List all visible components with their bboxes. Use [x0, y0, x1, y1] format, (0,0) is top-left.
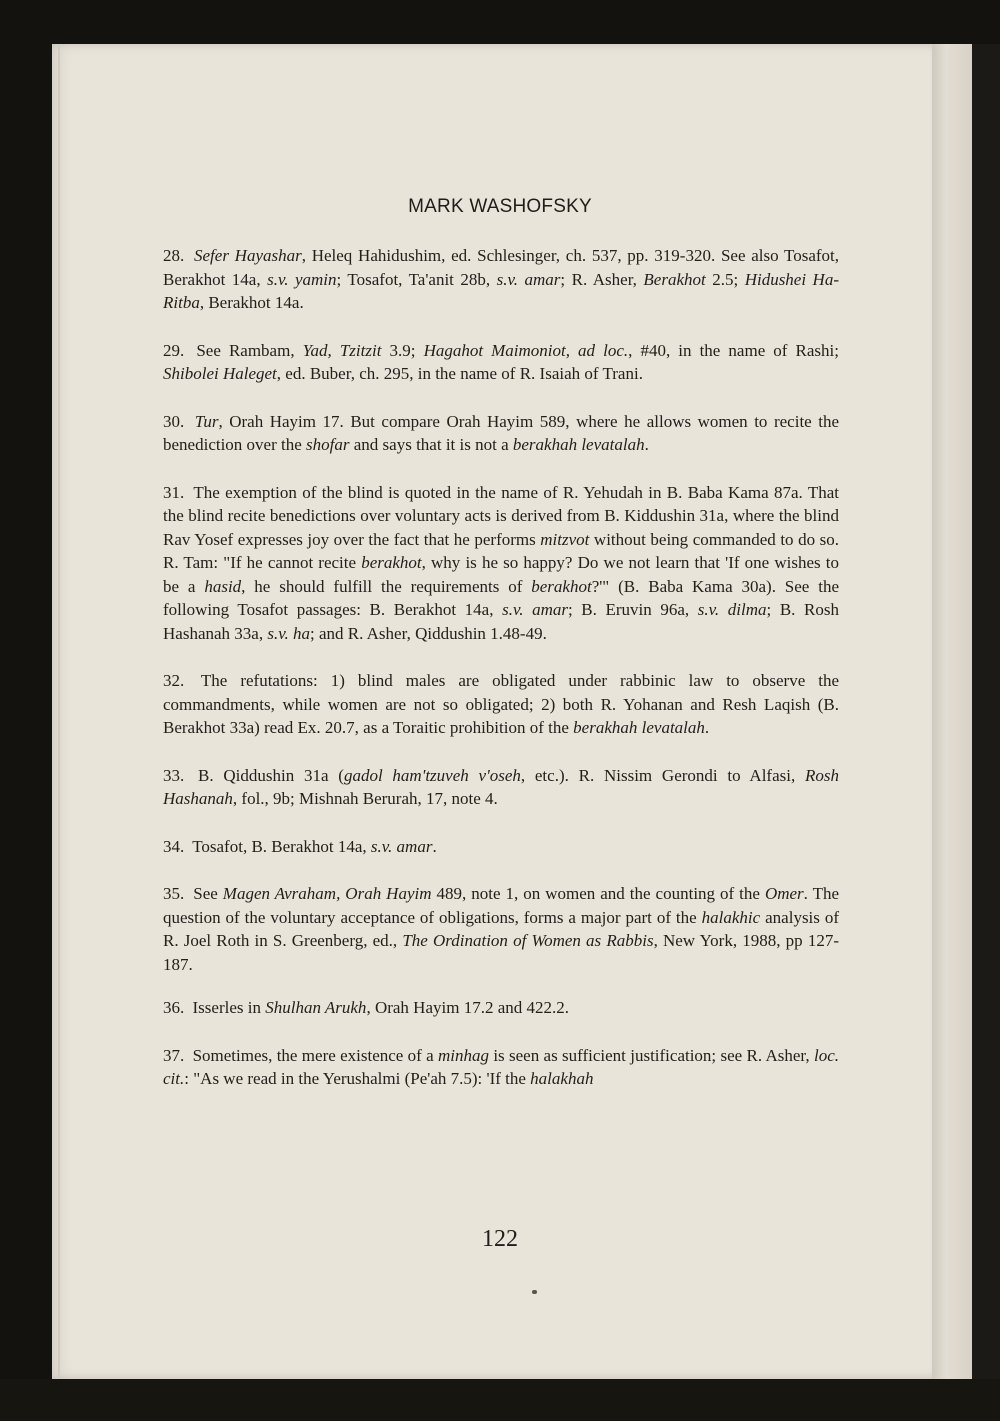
endnote-text: Tosafot, B. Berakhot 14a,: [192, 836, 371, 856]
endnote-italic-text: s.v. amar: [502, 600, 568, 619]
endnote-text: See Rambam,: [196, 340, 303, 360]
endnote-text: , etc.). R. Nissim Gerondi to Alfasi,: [520, 765, 805, 785]
endnote-text: The exemption of the blind is quoted in the name of R. Yehudah in B. Baba Kama 87a. That the blind recite benedictions over voluntary acts is derived from B. Kiddushin 31a, where the blind Rav Yosef expresses joy over the fact that he performs: [163, 482, 839, 549]
endnote: [163, 244, 839, 315]
endnote: [163, 669, 839, 740]
endnote-text: analysis of R. Joel Roth in S. Greenberg, ed.,: [163, 907, 839, 950]
endnote-text: .: [644, 435, 649, 454]
endnote-text: Isserles in: [192, 998, 266, 1017]
endnote-italic-text: mitzvot: [540, 529, 590, 549]
endnote: [163, 481, 839, 646]
endnote-text: ; B. Rosh Hashanah 33a,: [163, 600, 839, 643]
endnote-italic-text: Hagahot Maimoniot, ad loc.: [423, 340, 629, 360]
page-edge: [58, 44, 60, 1379]
endnote-number: 35.: [163, 884, 185, 903]
endnote-italic-text: hasid: [204, 576, 242, 596]
endnote-number: 37.: [163, 1045, 185, 1065]
endnote-text: , ed. Buber, ch. 295, in the name of R. Isaiah of Trani.: [276, 364, 643, 383]
scanner-background: [0, 1379, 1000, 1421]
endnote-italic-text: Shulhan Arukh: [265, 998, 367, 1017]
endnote-italic-text: berakhah levatalah: [512, 435, 645, 454]
endnote: [163, 835, 839, 859]
endnote-italic-text: minhag: [438, 1045, 490, 1065]
endnote-italic-text: Shibolei Haleget: [163, 364, 277, 383]
endnote-number: 28.: [163, 246, 185, 265]
endnote-text: , he should fulfill the requirements of: [241, 576, 532, 596]
endnote-text: Sometimes, the mere existence of a: [192, 1045, 439, 1065]
endnote-text: , #40, in the name of Rashi;: [628, 340, 839, 360]
endnote-text: .: [704, 718, 710, 737]
endnote-text: ?'" (B. Baba Kama 30a). See the following Tosafot passages: B. Berakhot 14a,: [163, 576, 839, 619]
book-spine: [932, 44, 972, 1384]
ink-speck: [532, 1290, 537, 1294]
endnote-italic-text: Yad, Tzitzit: [302, 340, 382, 360]
endnote-text: ; Tosafot, Ta'anit 28b,: [336, 269, 497, 289]
endnote-italic-text: s.v. amar: [496, 269, 561, 289]
endnote-number: 33.: [163, 765, 185, 785]
endnote-italic-text: Sefer Hayashar: [194, 246, 302, 265]
endnote-number: 30.: [163, 411, 185, 431]
endnote-italic-text: Rosh Hashanah: [163, 765, 839, 808]
book-cover-edge: [972, 44, 1000, 1384]
endnote-text: , why is he so happy? Do we not learn that 'If one wishes to be a: [163, 553, 839, 596]
endnote-italic-text: s.v. dilma: [697, 600, 767, 619]
endnote-text: and says that it is not a: [349, 435, 513, 454]
endnote: [163, 339, 839, 386]
endnote-italic-text: halakhah: [530, 1069, 594, 1088]
endnote-text: See: [193, 884, 223, 903]
endnote-text: , fol., 9b; Mishnah Berurah, 17, note 4.: [232, 789, 498, 808]
endnote-italic-text: gadol ham'tzuveh v'oseh: [343, 765, 521, 785]
endnote-text: without being commanded to do so. R. Tam: "If he cannot recite: [163, 529, 839, 572]
endnote-text: , Orah Hayim 17. But compare Orah Hayim 589, where he allows women to recite the benediction over the: [163, 411, 840, 454]
endnote-text: ; B. Eruvin 96a,: [567, 600, 698, 619]
endnote: [163, 764, 839, 811]
endnote: [163, 882, 839, 976]
page-number: 122: [482, 1226, 518, 1252]
endnote-number: 32.: [163, 671, 185, 690]
endnote-italic-text: s.v. amar: [370, 836, 433, 856]
endnote: [163, 410, 839, 457]
endnote-text: , Berakhot 14a.: [199, 293, 304, 312]
endnote-text: , Orah Hayim 17.2 and 422.2.: [366, 998, 569, 1017]
endnote-italic-text: s.v. ha: [267, 623, 310, 643]
endnote-text: : "As we read in the Yerushalmi (Pe'ah 7.5): 'If the: [184, 1069, 531, 1088]
endnote-number: 36.: [163, 998, 185, 1017]
endnote-text: , New York, 1988, pp 127-187.: [163, 931, 839, 974]
endnote-number: 31.: [163, 482, 185, 502]
endnote-italic-text: Hidushei Ha-Ritba: [163, 269, 839, 312]
endnote-italic-text: halakhic: [701, 907, 761, 927]
endnote-italic-text: Berakhot: [643, 269, 706, 289]
endnote-italic-text: Omer: [764, 884, 804, 903]
endnote-text: . The question of the voluntary acceptance of obligations, forms a major part of the: [163, 884, 840, 927]
endnote-text: is seen as sufficient justification; see R. Asher,: [489, 1045, 814, 1065]
endnote-italic-text: berakhot: [361, 553, 422, 572]
endnote-text: 2.5;: [705, 269, 745, 289]
endnote-text: .: [432, 836, 437, 856]
endnote-italic-text: shofar: [306, 435, 350, 454]
endnote-italic-text: The Ordination of Women as Rabbis: [402, 931, 654, 950]
endnote-italic-text: berakhah levatalah: [573, 718, 705, 737]
endnote-number: 34.: [163, 836, 185, 856]
endnote-text: , Heleq Hahidushim, ed. Schlesinger, ch. 537, pp. 319-320. See also Tosafot, Berakhot 14a,: [163, 246, 840, 289]
endnote-text: B. Qiddushin 31a (: [198, 765, 344, 785]
endnotes-list: [163, 244, 839, 1115]
endnote-italic-text: berakhot: [531, 576, 592, 596]
endnote-italic-text: Magen Avraham, Orah Hayim: [222, 884, 432, 903]
running-header: MARK WASHOFSKY: [408, 196, 592, 217]
endnote-text: ; R. Asher,: [560, 269, 644, 289]
endnote-text: ; and R. Asher, Qiddushin 1.48-49.: [309, 623, 547, 643]
endnote-text: 489, note 1, on women and the counting of the: [431, 884, 765, 903]
endnote: [163, 996, 839, 1020]
endnote-text: The refutations: 1) blind males are obligated under rabbinic law to observe the commandments, while women are not so obligated; 2) both R. Yohanan and Resh Laqish (B. Berakhot 33a) read Ex. 20.7, as a Toraitic prohibition of the: [163, 671, 839, 737]
endnote-italic-text: loc. cit.: [163, 1045, 840, 1088]
endnote-italic-text: s.v. yamin: [267, 269, 337, 289]
endnote-text: 3.9;: [381, 340, 424, 360]
endnote: [163, 1044, 839, 1091]
endnote-italic-text: Tur: [194, 411, 219, 431]
endnote-number: 29.: [163, 340, 185, 360]
